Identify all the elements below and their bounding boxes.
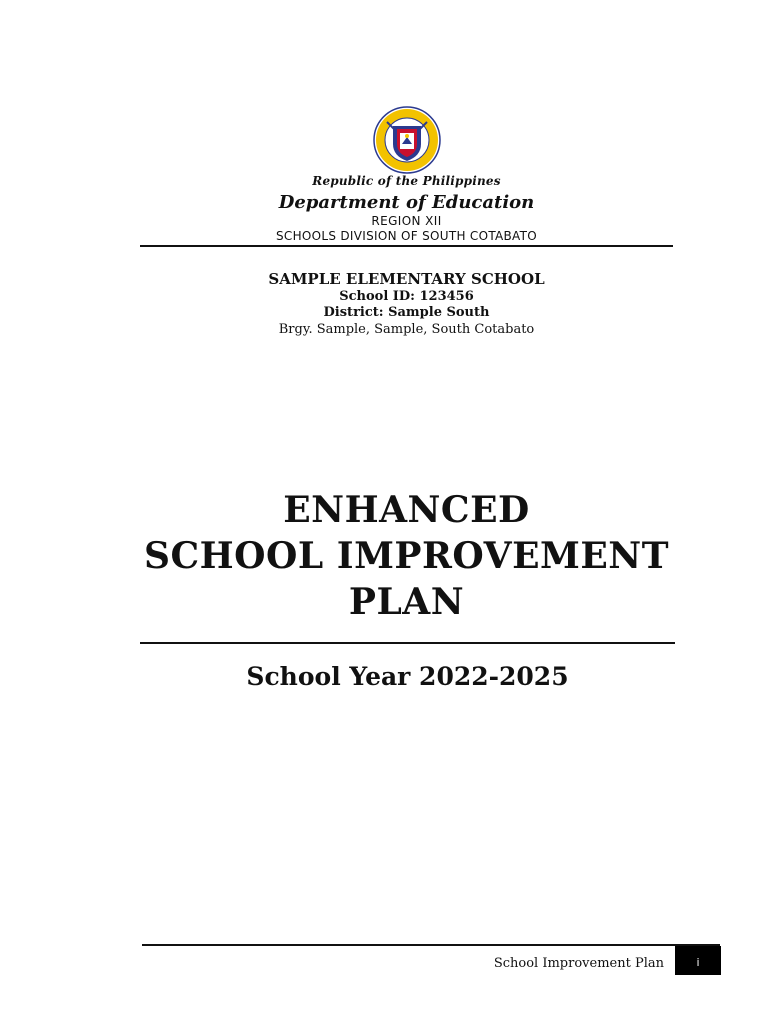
- deped-seal-icon: [373, 106, 441, 174]
- header-divider: [140, 245, 673, 247]
- school-address: Brgy. Sample, Sample, South Cotabato: [278, 322, 535, 337]
- title-line-1: ENHANCED: [283, 489, 530, 531]
- division-heading: SCHOOLS DIVISION OF SOUTH COTABATO: [275, 229, 538, 243]
- letterhead: [140, 104, 673, 244]
- title-line-2: SCHOOL IMPROVEMENT: [144, 535, 669, 577]
- school-year: School Year 2022-2025: [246, 662, 569, 691]
- title-line-3: PLAN: [348, 581, 465, 623]
- school-info: [140, 269, 673, 339]
- republic-heading: Republic of the Philippines: [312, 174, 501, 188]
- school-id: School ID: 123456: [339, 289, 474, 304]
- school-district: District: Sample South: [323, 305, 490, 320]
- footer-label: School Improvement Plan: [493, 956, 664, 971]
- page-number-box: [675, 946, 721, 975]
- footer-divider: [142, 944, 720, 946]
- title-divider: [140, 642, 675, 644]
- department-heading: Department of Education: [278, 192, 535, 213]
- region-heading: REGION XII: [371, 214, 442, 228]
- school-name: SAMPLE ELEMENTARY SCHOOL: [268, 270, 545, 288]
- document-title: [130, 487, 683, 625]
- page-number: i: [696, 956, 700, 969]
